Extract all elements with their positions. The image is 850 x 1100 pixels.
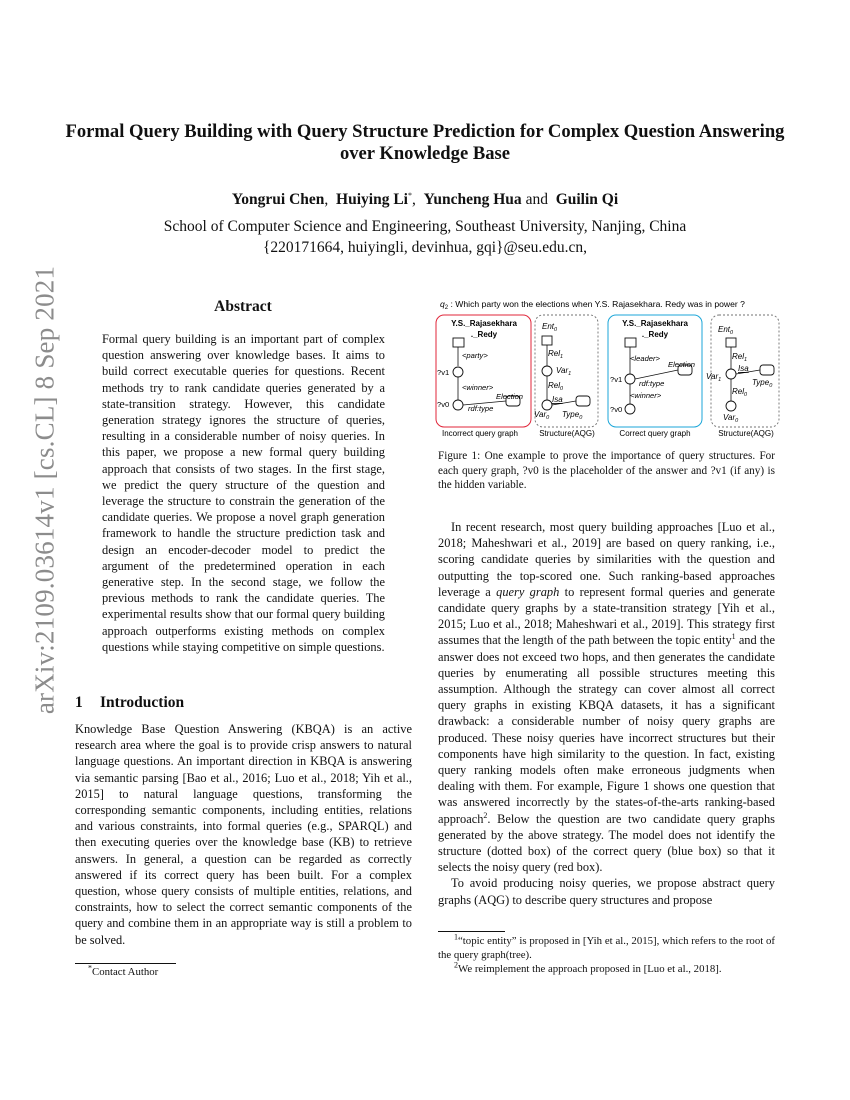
author-name: Yuncheng Hua (423, 191, 522, 208)
intro-paragraph: Knowledge Base Question Answering (KBQA) is an active research area where the goal is to provide crisp answers to natural language questions. An important direction in KBQA is answering via semantic parsing [Bao et al., 2016; Luo et al., 2018; Yih et al., 2015] to natural language questions, transforming the corresponding semantic components, including entities, relations and various constraints, into formal queries (e.g., SPARQL) and then executing queries over the knowledge base (KB) to retrieve answers. In general, a question can be regarded as correctly answered if its correct query has been built. For a complex question, whose query consists of multiple entities, relations, and constraints, how to select the correct semantic components of the query and combine them in an appropriate way is still a problem to be solved. (75, 722, 412, 947)
author-list: Yongrui Chen, Huiying Li*, Yuncheng Hua and Guilin Qi (231, 190, 619, 208)
svg-text:rdf:type: rdf:type (639, 379, 665, 388)
svg-text:Type0: Type$_0$ (562, 410, 583, 421)
entity-label: ._Redy (470, 330, 498, 339)
svg-text:Y.S._Rajasekhara: Y.S._Rajasekhara (622, 319, 688, 328)
svg-text:Ent0: Ent$_0$ (542, 322, 558, 333)
affiliation: School of Computer Science and Engineering, Southeast University, Nanjing, China (163, 218, 687, 235)
entity-label: Y.S._Rajasekhara (451, 319, 517, 328)
svg-text:?v0: ?v0 (610, 405, 623, 414)
body-paragraph: In recent research, most query building approaches [Luo et al., 2018; Maheshwari et al., 2019] are based on query ranking, i.e., scoring candidate queries by similarities with the question and outputting the top-scored one. Such ranking-based approaches leverage a query graph to represent formal queries and generate candidate query graphs by a state-transition strategy [Yih et al., 2015; Luo et al., 2018; Maheshwari et al., 2019]. This strategy first assumes that the length of the path between the topic entity$^1$ and the answer does not exceed two hops, and then generates the candidate queries by enumerating all possible structures meeting this assumption. Although the strategy can cover almost all correct query graphs in existing KBQA datasets, it has a significant drawback: a considerable number of noisy query graphs are produced. These noisy queries have incorrect structures but their components have high similarity to the question. In fact, existing query ranking models often make erroneous judgments when dealing with them. For example, Figure 1 shows one question that was answered incorrectly by the states-of-the-arts ranking-based approach$^2$. Below the question are two candidate query graphs generated by the above strategy. The model does not identify the structure (dotted box) of the correct query (blue box) so that it selects the noisy query (red box). (438, 520, 775, 875)
footnote-text: Contact Author (92, 966, 159, 978)
svg-text:Rel1: Rel$_1$ (548, 349, 564, 360)
author-name: Guilin Qi (555, 191, 619, 208)
svg-text:<leader>: <leader> (630, 354, 660, 363)
svg-text:Election: Election (668, 360, 696, 369)
section-title: Introduction (100, 694, 185, 711)
panel-label: Structure(AQG) (539, 429, 595, 438)
author-name: Yongrui Chen (231, 191, 325, 208)
panel-label: Correct query graph (619, 429, 691, 438)
svg-text:<winner>: <winner> (462, 383, 494, 392)
svg-text:._Redy: ._Redy (641, 330, 669, 339)
svg-text:Rel0: Rel$_0$ (548, 381, 564, 392)
figure-1 (430, 296, 782, 438)
footnote: $^1$“topic entity” is proposed in [Yih et al., 2015], which refers to the root of the query graph(tree). (438, 932, 775, 961)
svg-text:<party>: <party> (462, 351, 488, 360)
svg-text:Rel1: Rel$_1$ (732, 352, 748, 363)
section-number: 1 (75, 694, 83, 711)
left-column-body (75, 721, 412, 948)
author-mark: * (407, 190, 412, 200)
svg-text:Isa: Isa (552, 395, 563, 404)
svg-text:Var1: Var$_1$ (706, 372, 722, 383)
variable-node (453, 367, 463, 377)
affiliation-block (60, 216, 790, 258)
emails: {220171664, huiyingli, devinhua, gqi}@seu.edu.cn, (262, 239, 588, 256)
svg-text:Var1: Var$_1$ (556, 366, 572, 377)
answer-node (453, 400, 463, 410)
arxiv-stamp (25, 265, 65, 715)
entity-node (453, 338, 464, 347)
svg-text:Isa: Isa (738, 364, 749, 373)
svg-text:?v0: ?v0 (437, 400, 450, 409)
arxiv-id: arXiv:2109.03614v1 [cs.CL] 8 Sep 2021 (29, 265, 60, 715)
paper-title: Formal Query Building with Query Structure Prediction for Complex Question Answering over Knowledge Base (65, 121, 785, 164)
svg-text:?v1: ?v1 (610, 375, 623, 384)
panel-label: Structure(AQG) (718, 429, 774, 438)
svg-text:Type0: Type$_0$ (752, 378, 773, 389)
svg-text:Election: Election (496, 392, 524, 401)
figure-question: $q_2$ : Which party won the elections when Y.S. Rajasekhara. Redy was in power ? (440, 299, 745, 311)
right-column-body (438, 519, 775, 908)
footnote-rule (438, 931, 505, 932)
footnote: $^2$We reimplement the approach proposed in [Luo et al., 2018]. (454, 960, 722, 975)
svg-text:?v1: ?v1 (437, 368, 450, 377)
svg-text:Var0: Var$_0$ (723, 413, 739, 424)
svg-text:Var0: Var$_0$ (534, 410, 550, 421)
svg-text:<winner>: <winner> (630, 391, 662, 400)
figure-caption: Figure 1: One example to prove the importance of query structures. For each query graph, ?v0 is the placeholder of the answer and ?v1 (if any) is the hidden variable. (438, 450, 775, 492)
abstract-text: Formal query building is an important part of complex question answering over knowledge bases. It aims to build correct executable queries for questions. Recent methods try to rank candidate queries generated by a state-transition strategy. However, this candidate generation strategy ignores the structure of queries, resulting in a considerable number of noisy queries. In this paper, we propose a new formal query building approach that consists of two stages. In the first stage, we predict the query structure of the question and leverage the structure to constrain the generation of the candidate queries. We propose a novel graph generation framework to handle the structure prediction task and design an encoder-decoder model to predict the argument of the predetermined operation in each generative step. In the second stage, we follow the previous methods to rank the candidate queries. The experimental results show that our formal query building approach outperforms existing methods on complex questions while staying competitive on simple questions. (102, 332, 385, 654)
section-heading (75, 694, 184, 712)
footnote-mark: * (88, 963, 92, 973)
left-footnote (88, 965, 408, 979)
right-footnotes (438, 934, 775, 976)
svg-text:rdf:type: rdf:type (468, 404, 494, 413)
svg-text:Ent0: Ent$_0$ (718, 325, 734, 336)
svg-text:Rel0: Rel$_0$ (732, 387, 748, 398)
abstract-heading: Abstract (214, 298, 272, 315)
panel-label: Incorrect query graph (441, 429, 519, 438)
body-paragraph: To avoid producing noisy queries, we propose abstract query graphs (AQG) to describe query structures and propose (438, 876, 775, 907)
author-name: Huiying Li (336, 191, 408, 208)
